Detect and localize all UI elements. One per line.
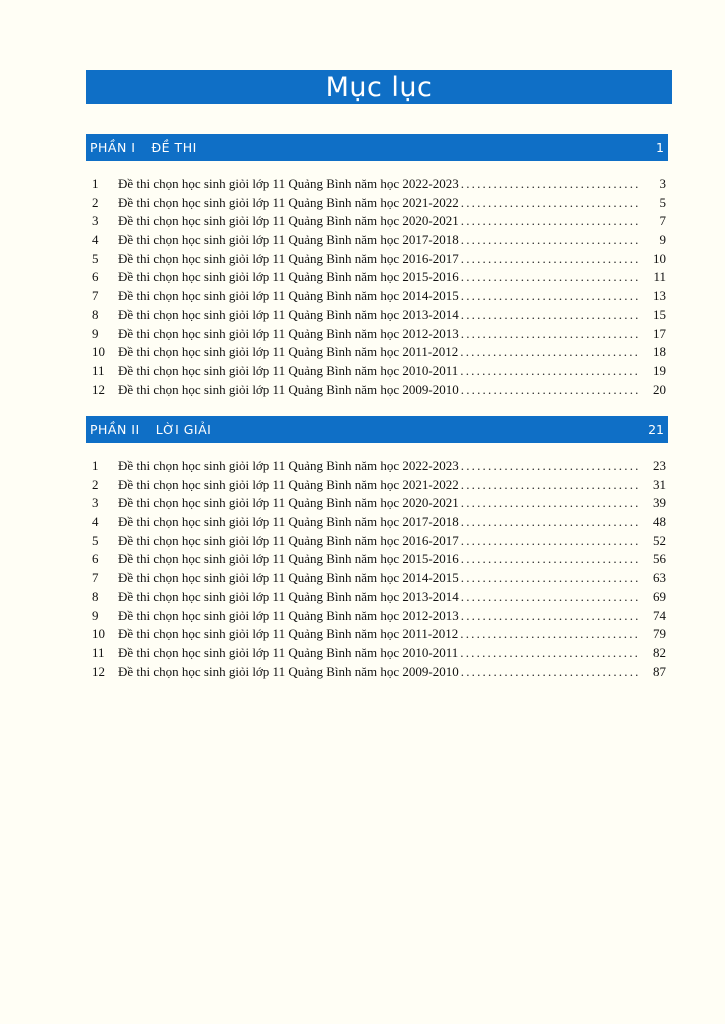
dot-leader (461, 608, 640, 624)
entry-title: Đề thi chọn học sinh giỏi lớp 11 Quảng Bình năm học 2022-2023 (118, 176, 459, 191)
entry-number: 7 (92, 288, 99, 304)
dot-leader (461, 232, 640, 248)
toc-entry[interactable] (92, 213, 666, 232)
entry-page-number: 17 (653, 325, 666, 341)
entry-number: 12 (92, 381, 105, 397)
entry-page-number: 23 (653, 458, 666, 473)
entry-number: 4 (92, 232, 99, 248)
entry-title: Đề thi chọn học sinh giỏi lớp 11 Quảng Bình năm học 2013-2014 (118, 588, 459, 604)
dot-leader (461, 307, 640, 323)
entry-title: Đề thi chọn học sinh giỏi lớp 11 Quảng Bình năm học 2014-2015 (118, 288, 459, 304)
entry-page-number: 18 (653, 344, 666, 360)
entry-page-number: 52 (653, 532, 666, 548)
dot-leader (460, 626, 640, 642)
dot-leader (461, 495, 640, 511)
entry-title: Đề thi chọn học sinh giỏi lớp 11 Quảng Bình năm học 2022-2023 (118, 458, 459, 473)
toc-entry[interactable] (92, 176, 666, 195)
toc-entry[interactable] (92, 551, 666, 570)
entry-title: Đề thi chọn học sinh giỏi lớp 11 Quảng Bình năm học 2010-2011 (118, 644, 459, 660)
dot-leader (461, 251, 640, 267)
entry-number: 11 (92, 644, 105, 660)
entry-page-number: 48 (653, 514, 666, 530)
entry-number: 8 (92, 306, 99, 322)
entry-page-number: 69 (653, 588, 666, 604)
entry-title: Đề thi chọn học sinh giỏi lớp 11 Quảng Bình năm học 2014-2015 (118, 570, 459, 586)
dot-leader (461, 664, 640, 680)
part-label: PHẦN I (90, 140, 136, 155)
toc-list-part-1 (92, 176, 666, 400)
dot-leader (461, 533, 640, 549)
dot-leader (461, 176, 640, 192)
entry-number: 1 (92, 458, 99, 473)
entry-title: Đề thi chọn học sinh giỏi lớp 11 Quảng Bình năm học 2016-2017 (118, 250, 459, 266)
entry-title: Đề thi chọn học sinh giỏi lớp 11 Quảng Bình năm học 2009-2010 (118, 663, 459, 679)
entry-number: 5 (92, 532, 99, 548)
entry-number: 9 (92, 325, 99, 341)
entry-title: Đề thi chọn học sinh giỏi lớp 11 Quảng Bình năm học 2016-2017 (118, 532, 459, 548)
entry-title: Đề thi chọn học sinh giỏi lớp 11 Quảng Bình năm học 2013-2014 (118, 306, 459, 322)
entry-number: 5 (92, 250, 99, 266)
entry-number: 7 (92, 570, 99, 586)
toc-entry[interactable] (92, 363, 666, 382)
dot-leader (461, 269, 640, 285)
toc-entry[interactable] (92, 495, 666, 514)
entry-number: 10 (92, 344, 105, 360)
entry-number: 6 (92, 269, 99, 285)
part-header-2[interactable] (86, 416, 668, 443)
entry-number: 2 (92, 476, 99, 492)
entry-number: 10 (92, 626, 105, 642)
entry-number: 3 (92, 495, 99, 511)
entry-page-number: 63 (653, 570, 666, 586)
dot-leader (461, 288, 640, 304)
entry-page-number: 11 (653, 269, 666, 285)
entry-number: 1 (92, 176, 99, 191)
entry-title: Đề thi chọn học sinh giỏi lớp 11 Quảng Bình năm học 2011-2012 (118, 626, 459, 642)
entry-title: Đề thi chọn học sinh giỏi lớp 11 Quảng Bình năm học 2011-2012 (118, 344, 459, 360)
entry-title: Đề thi chọn học sinh giỏi lớp 11 Quảng Bình năm học 2012-2013 (118, 607, 459, 623)
part-label: PHẦN II (90, 422, 140, 437)
entry-title: Đề thi chọn học sinh giỏi lớp 11 Quảng Bình năm học 2020-2021 (118, 213, 459, 229)
dot-leader (461, 514, 640, 530)
dot-leader (460, 344, 640, 360)
entry-number: 3 (92, 213, 99, 229)
toc-entry[interactable] (92, 533, 666, 552)
entry-page-number: 19 (653, 362, 666, 378)
entry-page-number: 3 (659, 176, 666, 191)
entry-title: Đề thi chọn học sinh giỏi lớp 11 Quảng Bình năm học 2021-2022 (118, 476, 459, 492)
part-header-1[interactable] (86, 134, 668, 161)
dot-leader (461, 326, 640, 342)
dot-leader (460, 363, 640, 379)
toc-entry[interactable] (92, 288, 666, 307)
toc-entry[interactable] (92, 645, 666, 664)
toc-entry[interactable] (92, 570, 666, 589)
entry-page-number: 5 (659, 194, 666, 210)
entry-title: Đề thi chọn học sinh giỏi lớp 11 Quảng Bình năm học 2021-2022 (118, 194, 459, 210)
toc-entry[interactable] (92, 608, 666, 627)
dot-leader (461, 458, 640, 474)
entry-number: 6 (92, 551, 99, 567)
entry-page-number: 15 (653, 306, 666, 322)
entry-page-number: 87 (653, 663, 666, 679)
toc-entry[interactable] (92, 269, 666, 288)
entry-title: Đề thi chọn học sinh giỏi lớp 11 Quảng Bình năm học 2010-2011 (118, 362, 459, 378)
entry-number: 11 (92, 362, 105, 378)
dot-leader (461, 213, 640, 229)
toc-entry[interactable] (92, 195, 666, 214)
dot-leader (461, 195, 640, 211)
entry-number: 9 (92, 607, 99, 623)
entry-page-number: 7 (659, 213, 666, 229)
toc-entry[interactable] (92, 344, 666, 363)
part-page-number: 1 (656, 140, 664, 155)
toc-entry[interactable] (92, 326, 666, 345)
entry-page-number: 31 (653, 476, 666, 492)
dot-leader (461, 589, 640, 605)
entry-title: Đề thi chọn học sinh giỏi lớp 11 Quảng Bình năm học 2017-2018 (118, 514, 459, 530)
entry-page-number: 39 (653, 495, 666, 511)
entry-page-number: 10 (653, 250, 666, 266)
entry-title: Đề thi chọn học sinh giỏi lớp 11 Quảng Bình năm học 2015-2016 (118, 269, 459, 285)
toc-entry[interactable] (92, 626, 666, 645)
entry-page-number: 79 (653, 626, 666, 642)
entry-page-number: 82 (653, 644, 666, 660)
toc-entry[interactable] (92, 232, 666, 251)
dot-leader (460, 645, 640, 661)
toc-entry[interactable] (92, 251, 666, 270)
entry-title: Đề thi chọn học sinh giỏi lớp 11 Quảng Bình năm học 2017-2018 (118, 232, 459, 248)
toc-entry[interactable] (92, 458, 666, 477)
toc-entry[interactable] (92, 589, 666, 608)
part-title: LỜI GIẢI (155, 422, 212, 437)
toc-entry[interactable] (92, 382, 666, 401)
dot-leader (461, 570, 640, 586)
dot-leader (461, 477, 640, 493)
entry-title: Đề thi chọn học sinh giỏi lớp 11 Quảng Bình năm học 2012-2013 (118, 325, 459, 341)
dot-leader (461, 551, 640, 567)
toc-entry[interactable] (92, 514, 666, 533)
entry-title: Đề thi chọn học sinh giỏi lớp 11 Quảng Bình năm học 2020-2021 (118, 495, 459, 511)
entry-page-number: 20 (653, 381, 666, 397)
part-page-number: 21 (648, 422, 664, 437)
entry-page-number: 9 (659, 232, 666, 248)
entry-page-number: 56 (653, 551, 666, 567)
toc-entry[interactable] (92, 477, 666, 496)
entry-number: 8 (92, 588, 99, 604)
entry-title: Đề thi chọn học sinh giỏi lớp 11 Quảng Bình năm học 2015-2016 (118, 551, 459, 567)
entry-title: Đề thi chọn học sinh giỏi lớp 11 Quảng Bình năm học 2009-2010 (118, 381, 459, 397)
toc-entry[interactable] (92, 307, 666, 326)
entry-number: 12 (92, 663, 105, 679)
toc-title: Mục lục (86, 70, 672, 104)
dot-leader (461, 382, 640, 398)
entry-page-number: 13 (653, 288, 666, 304)
part-title: ĐỀ THI (151, 140, 197, 155)
toc-entry[interactable] (92, 664, 666, 683)
entry-page-number: 74 (653, 607, 666, 623)
entry-number: 4 (92, 514, 99, 530)
entry-number: 2 (92, 194, 99, 210)
toc-list-part-2 (92, 458, 666, 682)
